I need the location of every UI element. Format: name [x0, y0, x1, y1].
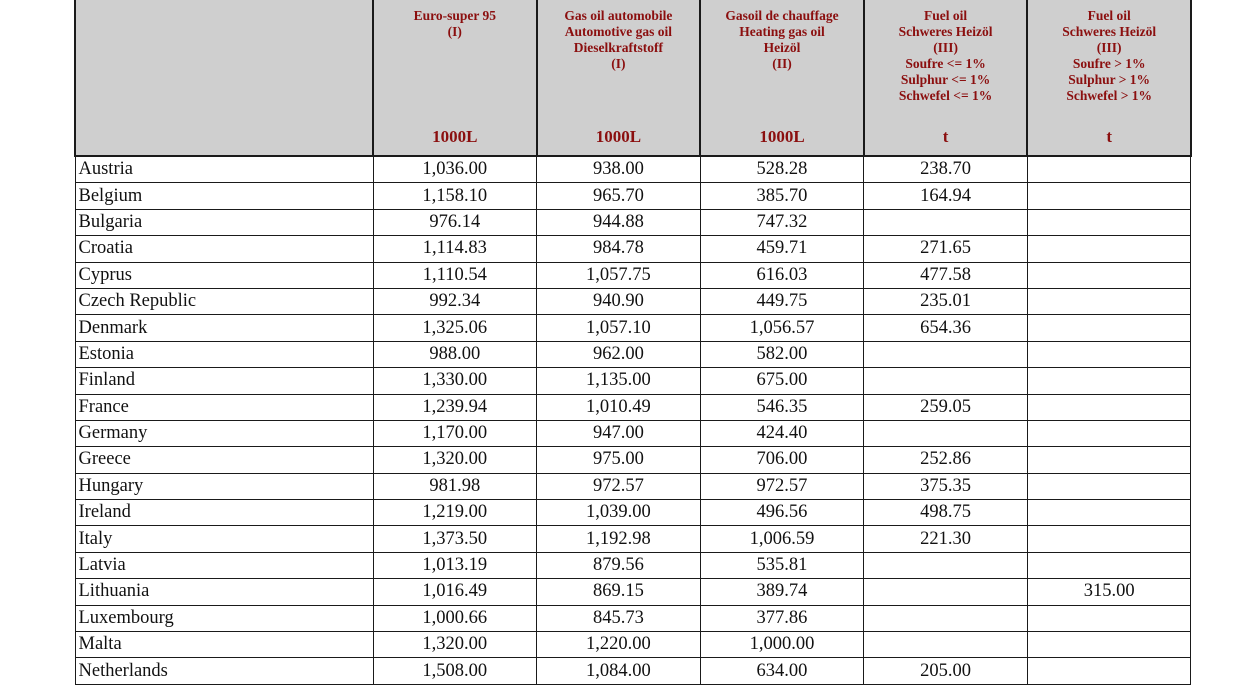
rate-cell: 947.00 [537, 420, 701, 446]
rate-cell [1027, 341, 1191, 367]
country-cell: Bulgaria [75, 209, 373, 235]
table-row [75, 209, 1191, 235]
header-euro-super-95 [373, 0, 537, 156]
rate-cell: 1,056.57 [700, 315, 864, 341]
rate-cell: 259.05 [864, 394, 1028, 420]
header-unit: 1000L [759, 127, 805, 146]
header-fuel-oil-low-sulphur [864, 0, 1028, 156]
rate-cell: 1,000.66 [373, 605, 537, 631]
country-cell: Estonia [75, 341, 373, 367]
rate-cell [1027, 209, 1191, 235]
rate-cell: 477.58 [864, 262, 1028, 288]
country-cell: Greece [75, 447, 373, 473]
rate-cell [864, 209, 1028, 235]
table-row [75, 658, 1191, 684]
rate-cell [1027, 183, 1191, 209]
rate-cell: 1,320.00 [373, 632, 537, 658]
rate-cell [1027, 262, 1191, 288]
rate-cell: 1,135.00 [537, 368, 701, 394]
rate-cell: 424.40 [700, 420, 864, 446]
rate-cell: 496.56 [700, 500, 864, 526]
rate-cell [864, 605, 1028, 631]
rate-cell: 879.56 [537, 552, 701, 578]
rate-cell: 164.94 [864, 183, 1028, 209]
rate-cell: 1,192.98 [537, 526, 701, 552]
rate-cell: 1,330.00 [373, 368, 537, 394]
header-label: Fuel oil Schweres Heizöl (III) Soufre > 1% Sulphur > 1% Schwefel > 1% [1062, 8, 1157, 103]
country-cell: Croatia [75, 236, 373, 262]
rate-cell: 981.98 [373, 473, 537, 499]
rate-cell [864, 552, 1028, 578]
rate-cell: 1,158.10 [373, 183, 537, 209]
rate-cell: 377.86 [700, 605, 864, 631]
rate-cell: 1,057.10 [537, 315, 701, 341]
rate-cell: 1,325.06 [373, 315, 537, 341]
rate-cell: 845.73 [537, 605, 701, 631]
table-row [75, 605, 1191, 631]
rate-cell: 654.36 [864, 315, 1028, 341]
header-fuel-oil-high-sulphur [1027, 0, 1191, 156]
rate-cell [864, 632, 1028, 658]
rate-cell: 252.86 [864, 447, 1028, 473]
rate-cell: 205.00 [864, 658, 1028, 684]
rate-cell: 238.70 [864, 156, 1028, 183]
rate-cell: 1,170.00 [373, 420, 537, 446]
header-label [76, 0, 372, 8]
rate-cell: 1,006.59 [700, 526, 864, 552]
rate-cell: 1,373.50 [373, 526, 537, 552]
country-cell: Ireland [75, 500, 373, 526]
rate-cell: 747.32 [700, 209, 864, 235]
rate-cell: 1,013.19 [373, 552, 537, 578]
rate-cell: 1,320.00 [373, 447, 537, 473]
table-row [75, 368, 1191, 394]
country-cell: France [75, 394, 373, 420]
rate-cell: 1,508.00 [373, 658, 537, 684]
rate-cell: 869.15 [537, 579, 701, 605]
rate-cell: 1,114.83 [373, 236, 537, 262]
rate-cell: 675.00 [700, 368, 864, 394]
rate-cell: 976.14 [373, 209, 537, 235]
header-unit: 1000L [595, 127, 642, 146]
rate-cell [1027, 288, 1191, 314]
rate-cell: 972.57 [700, 473, 864, 499]
table-row [75, 394, 1191, 420]
country-cell: Italy [75, 526, 373, 552]
rate-cell: 375.35 [864, 473, 1028, 499]
header-label: Gas oil automobile Automotive gas oil Dieselkraftstoff (I) [564, 8, 673, 71]
rate-cell: 389.74 [700, 579, 864, 605]
rate-cell: 1,000.00 [700, 632, 864, 658]
header-automotive-gas-oil [537, 0, 701, 156]
country-cell: Cyprus [75, 262, 373, 288]
table-row [75, 183, 1191, 209]
excise-duty-table-page [74, 0, 1190, 685]
rate-cell: 1,016.49 [373, 579, 537, 605]
rate-cell [864, 579, 1028, 605]
country-cell: Malta [75, 632, 373, 658]
header-unit: t [1106, 127, 1112, 146]
rate-cell: 1,039.00 [537, 500, 701, 526]
rate-cell: 1,239.94 [373, 394, 537, 420]
header-unit: t [942, 127, 949, 146]
rate-cell: 940.90 [537, 288, 701, 314]
rate-cell: 221.30 [864, 526, 1028, 552]
table-row [75, 156, 1191, 183]
country-cell: Hungary [75, 473, 373, 499]
table-row [75, 236, 1191, 262]
header-row [75, 0, 1191, 156]
rate-cell [1027, 632, 1191, 658]
rate-cell: 938.00 [537, 156, 701, 183]
rate-cell: 1,110.54 [373, 262, 537, 288]
country-cell: Denmark [75, 315, 373, 341]
rate-cell [1027, 605, 1191, 631]
rate-cell: 1,084.00 [537, 658, 701, 684]
table-body [75, 156, 1191, 684]
country-cell: Luxembourg [75, 605, 373, 631]
header-country [75, 0, 373, 156]
country-cell: Lithuania [75, 579, 373, 605]
country-cell: Finland [75, 368, 373, 394]
country-cell: Germany [75, 420, 373, 446]
rate-cell [1027, 473, 1191, 499]
header-label: Euro-super 95 (I) [413, 8, 496, 39]
table-row [75, 473, 1191, 499]
table-row [75, 420, 1191, 446]
rate-cell: 1,010.49 [537, 394, 701, 420]
rate-cell: 984.78 [537, 236, 701, 262]
header-label: Gasoil de chauffage Heating gas oil Heizöl (II) [725, 8, 839, 71]
rate-cell: 1,220.00 [537, 632, 701, 658]
country-cell: Czech Republic [75, 288, 373, 314]
rate-cell: 582.00 [700, 341, 864, 367]
rate-cell: 965.70 [537, 183, 701, 209]
table-row [75, 341, 1191, 367]
header-unit: 1000L [432, 127, 478, 146]
rate-cell: 235.01 [864, 288, 1028, 314]
rate-cell [1027, 420, 1191, 446]
table-row [75, 262, 1191, 288]
rate-cell [1027, 447, 1191, 473]
rate-cell: 1,036.00 [373, 156, 537, 183]
rate-cell: 988.00 [373, 341, 537, 367]
rate-cell: 706.00 [700, 447, 864, 473]
rate-cell [1027, 500, 1191, 526]
rate-cell: 546.35 [700, 394, 864, 420]
table-row [75, 526, 1191, 552]
table-row [75, 552, 1191, 578]
table-row [75, 315, 1191, 341]
rate-cell: 634.00 [700, 658, 864, 684]
rate-cell [1027, 552, 1191, 578]
rate-cell [1027, 236, 1191, 262]
rate-cell: 449.75 [700, 288, 864, 314]
table-row [75, 579, 1191, 605]
rate-cell [1027, 315, 1191, 341]
rate-cell: 1,219.00 [373, 500, 537, 526]
rate-cell: 962.00 [537, 341, 701, 367]
rate-cell [864, 420, 1028, 446]
rate-cell: 535.81 [700, 552, 864, 578]
rate-cell [864, 368, 1028, 394]
header-heating-gas-oil [700, 0, 864, 156]
rate-cell: 315.00 [1027, 579, 1191, 605]
rate-cell: 271.65 [864, 236, 1028, 262]
country-cell: Austria [75, 156, 373, 183]
rate-cell [1027, 156, 1191, 183]
country-cell: Netherlands [75, 658, 373, 684]
rate-cell [1027, 394, 1191, 420]
header-label: Fuel oil Schweres Heizöl (III) Soufre <= 1% Sulphur <= 1% Schwefel <= 1% [898, 8, 993, 103]
rate-cell: 975.00 [537, 447, 701, 473]
excise-duty-table [74, 0, 1192, 685]
table-row [75, 288, 1191, 314]
rate-cell [1027, 658, 1191, 684]
rate-cell: 616.03 [700, 262, 864, 288]
rate-cell: 498.75 [864, 500, 1028, 526]
rate-cell: 944.88 [537, 209, 701, 235]
country-cell: Belgium [75, 183, 373, 209]
rate-cell [864, 341, 1028, 367]
country-cell: Latvia [75, 552, 373, 578]
table-row [75, 500, 1191, 526]
rate-cell: 972.57 [537, 473, 701, 499]
rate-cell [1027, 368, 1191, 394]
rate-cell: 528.28 [700, 156, 864, 183]
rate-cell: 1,057.75 [537, 262, 701, 288]
rate-cell: 459.71 [700, 236, 864, 262]
rate-cell: 992.34 [373, 288, 537, 314]
table-row [75, 447, 1191, 473]
rate-cell [1027, 526, 1191, 552]
rate-cell: 385.70 [700, 183, 864, 209]
table-row [75, 632, 1191, 658]
